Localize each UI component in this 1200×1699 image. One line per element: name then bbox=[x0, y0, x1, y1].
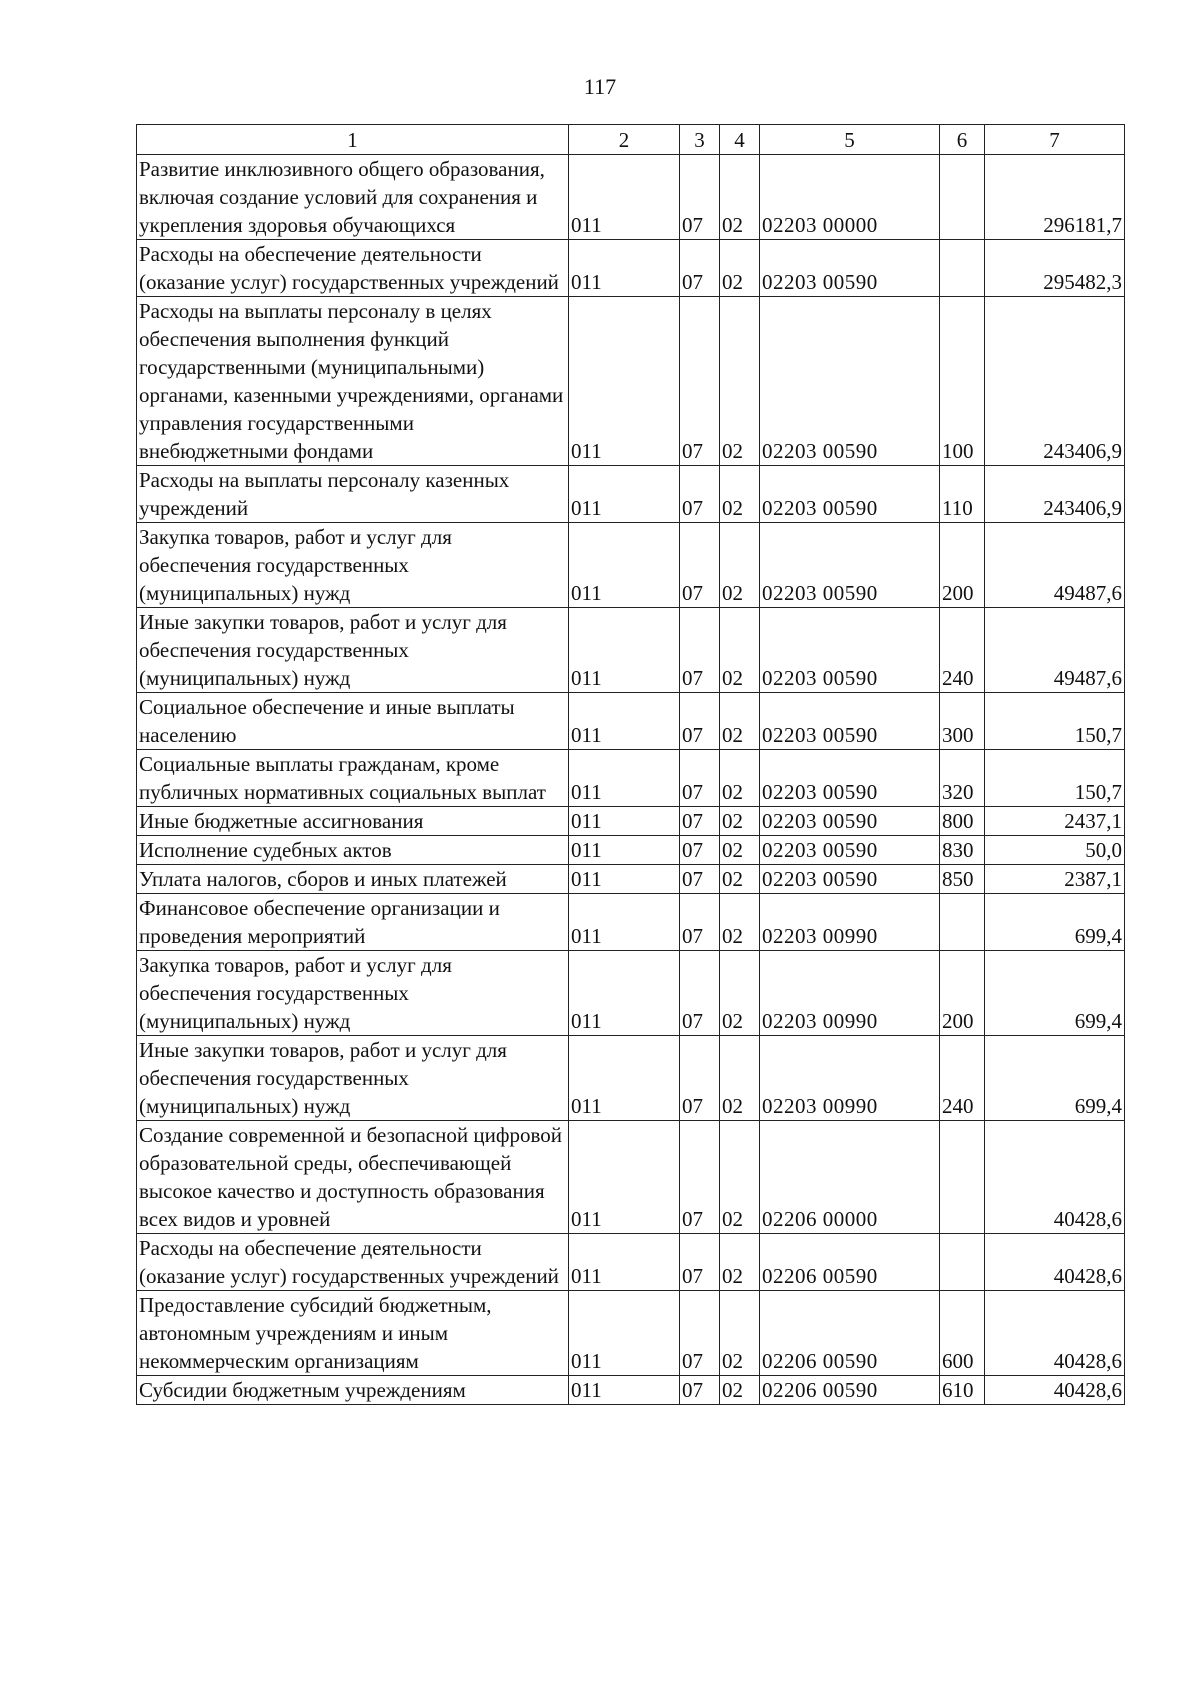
table-row bbox=[137, 894, 1125, 951]
row-subsection-code: 02 bbox=[720, 951, 760, 1036]
row-description: Субсидии бюджетным учреждениям bbox=[137, 1376, 569, 1405]
table-row bbox=[137, 693, 1125, 750]
row-section-code: 07 bbox=[680, 693, 720, 750]
column-header: 2 bbox=[569, 125, 680, 155]
row-amount: 40428,6 bbox=[985, 1291, 1125, 1376]
row-section-code: 07 bbox=[680, 807, 720, 836]
row-section-code: 07 bbox=[680, 466, 720, 523]
row-ministry-code: 011 bbox=[569, 894, 680, 951]
row-description: Уплата налогов, сборов и иных платежей bbox=[137, 865, 569, 894]
row-subsection-code: 02 bbox=[720, 466, 760, 523]
row-subsection-code: 02 bbox=[720, 1291, 760, 1376]
row-amount: 49487,6 bbox=[985, 523, 1125, 608]
row-target-article-code: 02203 00590 bbox=[760, 836, 940, 865]
row-amount: 243406,9 bbox=[985, 297, 1125, 466]
column-header: 3 bbox=[680, 125, 720, 155]
row-target-article-code: 02203 00590 bbox=[760, 693, 940, 750]
row-ministry-code: 011 bbox=[569, 297, 680, 466]
row-subsection-code: 02 bbox=[720, 1376, 760, 1405]
row-target-article-code: 02206 00000 bbox=[760, 1121, 940, 1234]
row-section-code: 07 bbox=[680, 1291, 720, 1376]
row-subsection-code: 02 bbox=[720, 693, 760, 750]
row-subsection-code: 02 bbox=[720, 1121, 760, 1234]
budget-table bbox=[136, 124, 1125, 1405]
row-description: Расходы на выплаты персоналу казенных учреждений bbox=[137, 466, 569, 523]
row-section-code: 07 bbox=[680, 1036, 720, 1121]
row-description: Создание современной и безопасной цифровой образовательной среды, обеспечивающей высокое качество и доступность образования всех видов и уровней bbox=[137, 1121, 569, 1234]
row-expense-type-code: 240 bbox=[940, 1036, 985, 1121]
row-section-code: 07 bbox=[680, 155, 720, 240]
column-header: 6 bbox=[940, 125, 985, 155]
row-ministry-code: 011 bbox=[569, 523, 680, 608]
row-expense-type-code: 830 bbox=[940, 836, 985, 865]
row-ministry-code: 011 bbox=[569, 1376, 680, 1405]
row-ministry-code: 011 bbox=[569, 240, 680, 297]
row-description: Расходы на обеспечение деятельности (оказание услуг) государственных учреждений bbox=[137, 1234, 569, 1291]
table-row bbox=[137, 951, 1125, 1036]
row-section-code: 07 bbox=[680, 836, 720, 865]
row-target-article-code: 02203 00590 bbox=[760, 297, 940, 466]
table-row bbox=[137, 1376, 1125, 1405]
row-description: Финансовое обеспечение организации и проведения мероприятий bbox=[137, 894, 569, 951]
row-section-code: 07 bbox=[680, 608, 720, 693]
table-row bbox=[137, 240, 1125, 297]
row-section-code: 07 bbox=[680, 894, 720, 951]
row-expense-type-code bbox=[940, 894, 985, 951]
row-section-code: 07 bbox=[680, 523, 720, 608]
row-amount: 243406,9 bbox=[985, 466, 1125, 523]
row-amount: 49487,6 bbox=[985, 608, 1125, 693]
row-ministry-code: 011 bbox=[569, 608, 680, 693]
table-row bbox=[137, 297, 1125, 466]
row-subsection-code: 02 bbox=[720, 1036, 760, 1121]
row-amount: 699,4 bbox=[985, 894, 1125, 951]
table-row bbox=[137, 466, 1125, 523]
row-expense-type-code bbox=[940, 240, 985, 297]
row-target-article-code: 02203 00990 bbox=[760, 951, 940, 1036]
row-ministry-code: 011 bbox=[569, 693, 680, 750]
row-description: Социальные выплаты гражданам, кроме публичных нормативных социальных выплат bbox=[137, 750, 569, 807]
row-target-article-code: 02203 00000 bbox=[760, 155, 940, 240]
row-subsection-code: 02 bbox=[720, 240, 760, 297]
row-expense-type-code: 200 bbox=[940, 523, 985, 608]
row-ministry-code: 011 bbox=[569, 1036, 680, 1121]
header-row bbox=[137, 125, 1125, 155]
row-section-code: 07 bbox=[680, 1376, 720, 1405]
row-expense-type-code: 200 bbox=[940, 951, 985, 1036]
row-expense-type-code: 100 bbox=[940, 297, 985, 466]
row-target-article-code: 02203 00590 bbox=[760, 466, 940, 523]
row-ministry-code: 011 bbox=[569, 750, 680, 807]
row-ministry-code: 011 bbox=[569, 1291, 680, 1376]
row-ministry-code: 011 bbox=[569, 466, 680, 523]
row-subsection-code: 02 bbox=[720, 297, 760, 466]
row-target-article-code: 02206 00590 bbox=[760, 1234, 940, 1291]
row-amount: 40428,6 bbox=[985, 1376, 1125, 1405]
row-section-code: 07 bbox=[680, 750, 720, 807]
row-section-code: 07 bbox=[680, 1234, 720, 1291]
page-number: 117 bbox=[583, 74, 617, 99]
table-row bbox=[137, 1291, 1125, 1376]
row-description: Расходы на выплаты персоналу в целях обеспечения выполнения функций государственными (муниципальными) органами, казенными учреждениями, органами управления государственными внебюджетными фондами bbox=[137, 297, 569, 466]
row-subsection-code: 02 bbox=[720, 750, 760, 807]
row-description: Иные бюджетные ассигнования bbox=[137, 807, 569, 836]
row-subsection-code: 02 bbox=[720, 608, 760, 693]
row-target-article-code: 02203 00590 bbox=[760, 608, 940, 693]
row-subsection-code: 02 bbox=[720, 836, 760, 865]
row-section-code: 07 bbox=[680, 1121, 720, 1234]
row-expense-type-code bbox=[940, 155, 985, 240]
row-description: Иные закупки товаров, работ и услуг для обеспечения государственных (муниципальных) нужд bbox=[137, 1036, 569, 1121]
row-ministry-code: 011 bbox=[569, 155, 680, 240]
row-expense-type-code bbox=[940, 1234, 985, 1291]
row-expense-type-code: 320 bbox=[940, 750, 985, 807]
column-header: 5 bbox=[760, 125, 940, 155]
row-ministry-code: 011 bbox=[569, 1234, 680, 1291]
row-section-code: 07 bbox=[680, 865, 720, 894]
row-expense-type-code bbox=[940, 1121, 985, 1234]
row-expense-type-code: 300 bbox=[940, 693, 985, 750]
row-target-article-code: 02203 00590 bbox=[760, 240, 940, 297]
table-row bbox=[137, 523, 1125, 608]
row-target-article-code: 02203 00990 bbox=[760, 894, 940, 951]
table-row bbox=[137, 750, 1125, 807]
row-amount: 50,0 bbox=[985, 836, 1125, 865]
row-target-article-code: 02203 00590 bbox=[760, 750, 940, 807]
row-amount: 295482,3 bbox=[985, 240, 1125, 297]
table-row bbox=[137, 1036, 1125, 1121]
column-header: 1 bbox=[137, 125, 569, 155]
row-amount: 699,4 bbox=[985, 951, 1125, 1036]
row-ministry-code: 011 bbox=[569, 807, 680, 836]
row-target-article-code: 02203 00590 bbox=[760, 807, 940, 836]
row-description: Закупка товаров, работ и услуг для обеспечения государственных (муниципальных) нужд bbox=[137, 951, 569, 1036]
row-section-code: 07 bbox=[680, 240, 720, 297]
row-description: Исполнение судебных актов bbox=[137, 836, 569, 865]
table-body bbox=[137, 155, 1125, 1405]
row-amount: 40428,6 bbox=[985, 1121, 1125, 1234]
column-header: 4 bbox=[720, 125, 760, 155]
row-description: Социальное обеспечение и иные выплаты населению bbox=[137, 693, 569, 750]
table-row bbox=[137, 1121, 1125, 1234]
row-ministry-code: 011 bbox=[569, 951, 680, 1036]
table-row bbox=[137, 807, 1125, 836]
row-expense-type-code: 240 bbox=[940, 608, 985, 693]
row-amount: 296181,7 bbox=[985, 155, 1125, 240]
row-expense-type-code: 800 bbox=[940, 807, 985, 836]
row-target-article-code: 02206 00590 bbox=[760, 1376, 940, 1405]
row-expense-type-code: 110 bbox=[940, 466, 985, 523]
row-amount: 699,4 bbox=[985, 1036, 1125, 1121]
column-header: 7 bbox=[985, 125, 1125, 155]
row-subsection-code: 02 bbox=[720, 523, 760, 608]
row-subsection-code: 02 bbox=[720, 1234, 760, 1291]
row-ministry-code: 011 bbox=[569, 865, 680, 894]
row-target-article-code: 02203 00590 bbox=[760, 865, 940, 894]
row-amount: 2437,1 bbox=[985, 807, 1125, 836]
row-section-code: 07 bbox=[680, 297, 720, 466]
row-expense-type-code: 850 bbox=[940, 865, 985, 894]
row-subsection-code: 02 bbox=[720, 807, 760, 836]
row-target-article-code: 02203 00590 bbox=[760, 523, 940, 608]
row-target-article-code: 02203 00990 bbox=[760, 1036, 940, 1121]
row-description: Расходы на обеспечение деятельности (оказание услуг) государственных учреждений bbox=[137, 240, 569, 297]
row-target-article-code: 02206 00590 bbox=[760, 1291, 940, 1376]
table-row bbox=[137, 608, 1125, 693]
row-subsection-code: 02 bbox=[720, 894, 760, 951]
row-expense-type-code: 610 bbox=[940, 1376, 985, 1405]
row-expense-type-code: 600 bbox=[940, 1291, 985, 1376]
row-amount: 150,7 bbox=[985, 693, 1125, 750]
table-row bbox=[137, 836, 1125, 865]
row-ministry-code: 011 bbox=[569, 836, 680, 865]
row-subsection-code: 02 bbox=[720, 155, 760, 240]
row-description: Иные закупки товаров, работ и услуг для обеспечения государственных (муниципальных) нужд bbox=[137, 608, 569, 693]
row-description: Предоставление субсидий бюджетным, автономным учреждениям и иным некоммерческим организациям bbox=[137, 1291, 569, 1376]
table-row bbox=[137, 155, 1125, 240]
table-row bbox=[137, 1234, 1125, 1291]
row-description: Закупка товаров, работ и услуг для обеспечения государственных (муниципальных) нужд bbox=[137, 523, 569, 608]
row-amount: 2387,1 bbox=[985, 865, 1125, 894]
row-amount: 150,7 bbox=[985, 750, 1125, 807]
row-section-code: 07 bbox=[680, 951, 720, 1036]
row-ministry-code: 011 bbox=[569, 1121, 680, 1234]
row-amount: 40428,6 bbox=[985, 1234, 1125, 1291]
row-description: Развитие инклюзивного общего образования, включая создание условий для сохранения и укрепления здоровья обучающихся bbox=[137, 155, 569, 240]
table-row bbox=[137, 865, 1125, 894]
row-subsection-code: 02 bbox=[720, 865, 760, 894]
